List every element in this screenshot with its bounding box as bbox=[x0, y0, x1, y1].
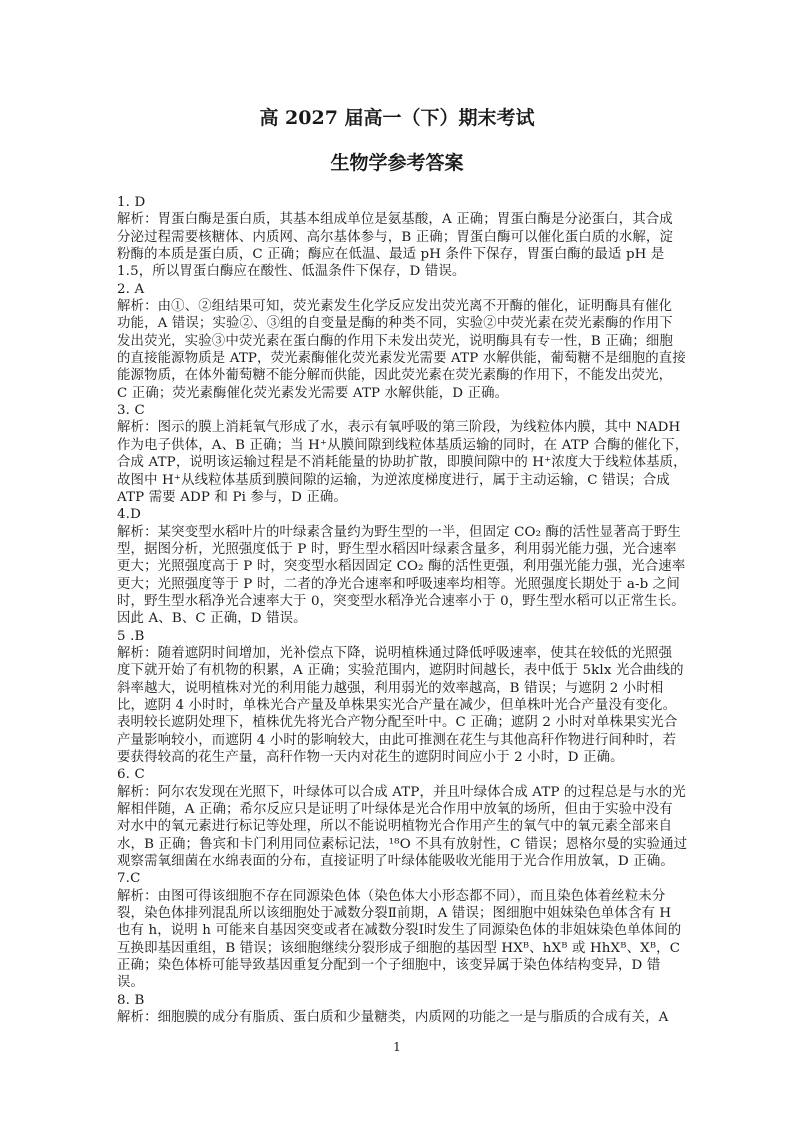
explanation-line: C 正确；荧光素酶催化荧光素发光需要 ATP 水解供能，D 正确。 bbox=[117, 385, 509, 401]
answer-block bbox=[117, 402, 697, 506]
explanation-line: 发出荧光，实验③中荧光素在蛋白酶的作用下未发出荧光，说明酶具有专一性，B 正确；细胞 bbox=[117, 333, 674, 349]
explanation-line: 度下就开始了有机物的积累，A 正确；实验范围内，遮阴时间越长，表中低于 5klx 光合曲线的 bbox=[117, 663, 684, 679]
answer-label: 8. B bbox=[117, 992, 145, 1008]
explanation-line: 的直接能源物质是 ATP，荧光素酶催化荧光素发光需要 ATP 水解供能，葡萄糖不是细胞的直接 bbox=[117, 351, 686, 367]
explanation-line: 观察需氧细菌在水绵表面的分布，直接证明了叶绿体能吸收光能用于光合作用放氧，D 正确。 bbox=[117, 854, 674, 870]
explanation-line: 解析：由图可得该细胞不存在同源染色体（染色体大小形态都不同），而且染色体着丝粒未分 bbox=[117, 888, 666, 904]
explanation-line: 粉酶的本质是蛋白质，C 正确；酶应在低温、最适 pH 条件下保存，胃蛋白酶的最适 pH 是 bbox=[117, 247, 665, 263]
explanation-line: 因此 A、B、C 正确，D 错误。 bbox=[117, 611, 307, 627]
explanation-line: 作为电子供体，A、B 正确；当 H⁺从膜间隙到线粒体基质运输的同时，在 ATP 合酶的催化下， bbox=[117, 437, 689, 453]
explanation-line: 更大；光照强度等于 P 时，二者的净光合速率和呼吸速率均相等。光照强度长期处于 a-b 之间 bbox=[117, 576, 680, 592]
explanation-line: 故图中 H⁺从线粒体基质到膜间隙的运输，为逆浓度梯度进行，属于主动运输，C 错误；合成 bbox=[117, 472, 670, 488]
explanation-line: 解析：细胞膜的成分有脂质、蛋白质和少量糖类，内质网的功能之一是与脂质的合成有关，A bbox=[117, 1010, 669, 1026]
answer-label: 3. C bbox=[117, 403, 145, 419]
explanation-line: 斜率越大，说明植株对光的利用能力越强，利用弱光的效率越高，B 错误；与遮阴 2 小时相 bbox=[117, 680, 664, 696]
document-subtitle: 生物学参考答案 bbox=[330, 152, 464, 174]
explanation-line: 功能，A 错误；实验②、③组的自变量是酶的种类不同，实验②中荧光素在荧光素酶的作用下 bbox=[117, 316, 673, 332]
explanation-line: 解析：胃蛋白酶是蛋白质，其基本组成单位是氨基酸，A 正确；胃蛋白酶是分泌蛋白，其合成 bbox=[117, 212, 673, 228]
explanation-line: 分泌过程需要核糖体、内质网、高尔基体参与，B 正确；胃蛋白酶可以催化蛋白质的水解，淀 bbox=[117, 229, 674, 245]
answer-block bbox=[117, 628, 697, 767]
explanation-line: 更大；光照强度高于 P 时，突变型水稻因固定 CO₂ 酶的活性更强，利用强光能力强，光合速率 bbox=[117, 559, 686, 575]
answer-block bbox=[117, 506, 697, 627]
answer-label: 2. A bbox=[117, 281, 145, 297]
page-number: 1 bbox=[393, 1040, 401, 1054]
explanation-line: 表明较长遮阴处理下，植株优先将光合产物分配至叶中。C 正确；遮阴 2 小时对单株果实光合 bbox=[117, 715, 678, 731]
explanation-line: 能源物质，在体外葡萄糖不能分解而供能，因此荧光素在荧光素酶的作用下，不能发出荧光， bbox=[117, 368, 673, 384]
explanation-line: 互换即基因重组，B 错误；该细胞继续分裂形成子细胞的基因型 HXᴮ、hXᴮ 或 HhXᴮ、Xᴮ，C bbox=[117, 940, 681, 956]
explanation-line: 解相伴随，A 正确；希尔反应只是证明了叶绿体是光合作用中放氧的场所，但由于实验中没有 bbox=[117, 802, 673, 818]
explanation-line: 正确；染色体桥可能导致基因重复分配到一个子细胞中，该变异属于染色体结构变异，D 错 bbox=[117, 958, 661, 974]
explanation-line: 比，遮阴 4 小时时，单株光合产量及单株果实光合产量在减少，但单株叶光合产量没有变化。 bbox=[117, 697, 677, 713]
answer-block bbox=[117, 870, 697, 991]
explanation-line: 误。 bbox=[117, 975, 145, 991]
explanation-line: 要获得较高的花生产量，高秆作物一天内对花生的遮阴时间应小于 2 小时，D 正确。 bbox=[117, 750, 624, 765]
answer-label: 6. C bbox=[117, 767, 145, 783]
explanation-line: 1.5，所以胃蛋白酶应在酸性、低温条件下保存，D 错误。 bbox=[117, 264, 466, 280]
explanation-line: 对水中的氧元素进行标记等处理，所以不能说明植物光合作用产生的氧气中的氧元素全部来自 bbox=[117, 819, 673, 835]
explanation-line: ATP 需要 ADP 和 Pi 参与，D 正确。 bbox=[117, 489, 347, 505]
explanation-line: 解析：随着遮阴时间增加，光补偿点下降，说明植株通过降低呼吸速率，使其在较低的光照强 bbox=[117, 645, 673, 661]
explanation-line: 裂，染色体排列混乱所以该细胞处于减数分裂Ⅱ前期，A 错误；图细胞中姐妹染色单体含有 H bbox=[117, 906, 672, 922]
explanation-line: 解析：阿尔农发现在光照下，叶绿体可以合成 ATP，并且叶绿体合成 ATP 的过程总是与水的光 bbox=[117, 784, 686, 800]
explanation-line: 合成 ATP，说明该运输过程是不消耗能量的协助扩散，即膜间隙中的 H⁺浓度大于线粒体基质， bbox=[117, 455, 687, 471]
document-title: 高 2027 届高一（下）期末考试 bbox=[259, 107, 535, 129]
answer-label: 5 .B bbox=[117, 628, 145, 644]
explanation-line: 水，B 正确；鲁宾和卡门利用同位素标记法，¹⁸O 不具有放射性，C 错误；恩格尔曼的实验通过 bbox=[117, 836, 688, 852]
explanation-line: 产量影响较小，而遮阴 4 小时的影响较大，由此可推测在花生与其他高秆作物进行间种时，若 bbox=[117, 732, 677, 748]
answer-block bbox=[117, 194, 697, 281]
answer-label: 7.C bbox=[117, 871, 141, 887]
explanation-line: 解析：图示的膜上消耗氧气形成了水，表示有氧呼吸的第三阶段，为线粒体内膜，其中 NADH bbox=[117, 420, 681, 436]
explanation-line: 也有 h，说明 h 可能来自基因突变或者在减数分裂Ⅰ时发生了同源染色体的非姐妹染色单体间的 bbox=[117, 923, 682, 939]
explanation-line: 解析：某突变型水稻叶片的叶绿素含量约为野生型的一半，但固定 CO₂ 酶的活性显著高于野生 bbox=[117, 524, 681, 540]
answer-label: 1. D bbox=[117, 195, 146, 210]
answer-block bbox=[117, 281, 697, 402]
explanation-line: 解析：由①、②组结果可知，荧光素发生化学反应发出荧光离不开酶的催化，证明酶具有催化 bbox=[117, 299, 673, 315]
answer-list bbox=[117, 194, 697, 1027]
answer-block bbox=[117, 992, 697, 1027]
answer-label: 4.D bbox=[117, 507, 141, 523]
answer-block bbox=[117, 766, 697, 870]
explanation-line: 时，野生型水稻净光合速率大于 0，突变型水稻净光合速率小于 0，野生型水稻可以正常生长。 bbox=[117, 593, 685, 609]
explanation-line: 型，据图分析，光照强度低于 P 时，野生型水稻因叶绿素含量多，利用弱光能力强，光合速率 bbox=[117, 541, 677, 557]
